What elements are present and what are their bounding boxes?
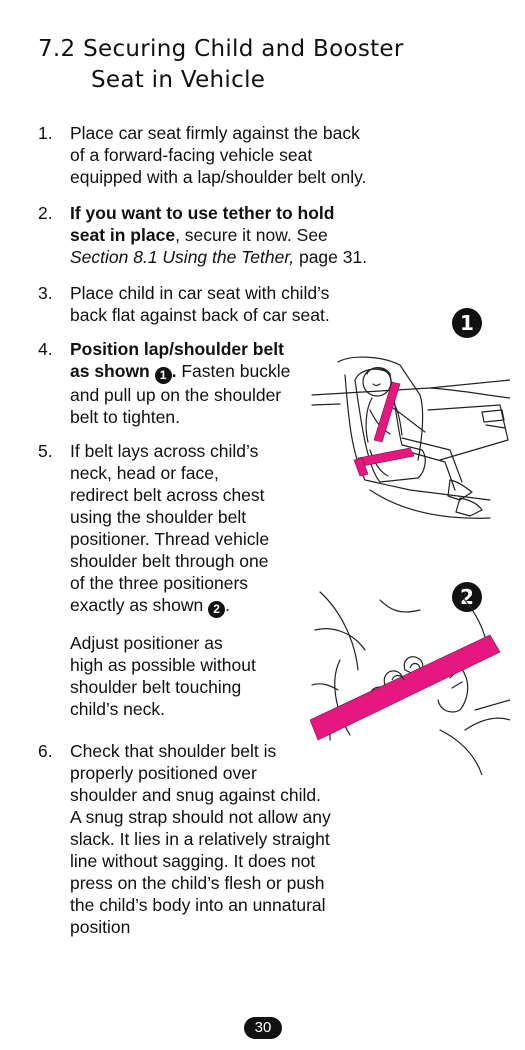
step-number: 1.: [38, 123, 53, 143]
step-number: 6.: [38, 741, 53, 761]
figure-2-marker-icon: 2: [208, 601, 225, 618]
step-line: properly positioned over: [70, 763, 257, 783]
step-number: 5.: [38, 441, 53, 461]
step-line: back flat against back of car seat.: [70, 305, 330, 325]
step-line: the child’s body into an unnatural: [70, 895, 326, 915]
step-line: Place car seat firmly against the back: [70, 123, 360, 143]
step-line: of the three positioners: [70, 573, 249, 593]
step-bold-text: .: [171, 361, 177, 381]
step-line: A snug strap should not allow any: [70, 807, 331, 827]
step-line: shoulder and snug against child.: [70, 785, 322, 805]
step-line: child’s neck.: [70, 699, 166, 719]
title-line-1: 7.2 Securing Child and Booster: [38, 36, 404, 62]
figure-1-badge-icon: 1: [452, 308, 482, 338]
step-line: using the shoulder belt: [70, 507, 247, 527]
page-number: 30: [244, 1017, 282, 1039]
step-line: equipped with a lap/shoulder belt only.: [70, 167, 367, 187]
step-number: 4.: [38, 339, 53, 359]
step-line: Check that shoulder belt is: [70, 741, 277, 761]
step-line: and pull up on the shoulder: [70, 385, 282, 405]
step-line: slack. It lies in a relatively straight: [70, 829, 330, 849]
step-text: page 31.: [294, 247, 368, 267]
step-number: 3.: [38, 283, 53, 303]
step-bold-text: If you want to use tether to hold: [70, 203, 335, 223]
step-text: , secure it now. See: [175, 225, 328, 245]
step-line: positioner. Thread vehicle: [70, 529, 270, 549]
step-line: high as possible without: [70, 655, 256, 675]
figure-2-illustration: [310, 590, 510, 775]
step-line: belt to tighten.: [70, 407, 180, 427]
step-line: press on the child’s flesh or push: [70, 873, 325, 893]
step-text: exactly as shown: [70, 595, 204, 615]
figure-1-illustration: [310, 350, 510, 535]
page-title: [38, 34, 498, 96]
step-line: neck, head or face,: [70, 463, 219, 483]
figure-2-badge-icon: 2: [452, 582, 482, 612]
section-reference: Section 8.1 Using the Tether,: [70, 247, 295, 267]
step-line: shoulder belt through one: [70, 551, 269, 571]
step-text: .: [225, 595, 231, 615]
step-line: Adjust positioner as: [70, 633, 223, 653]
step-line: If belt lays across child’s: [70, 441, 259, 461]
title-line-2: Seat in Vehicle: [91, 67, 266, 93]
step-line: line without sagging. It does not: [70, 851, 316, 871]
step-text: Fasten buckle: [176, 361, 291, 381]
step-line: of a forward-facing vehicle seat: [70, 145, 313, 165]
step-bold-text: seat in place: [70, 225, 176, 245]
step-line: Place child in car seat with child’s: [70, 283, 330, 303]
step-line: position: [70, 917, 131, 937]
step-line: redirect belt across chest: [70, 485, 265, 505]
step-line: shoulder belt touching: [70, 677, 242, 697]
step-bold-text: Position lap/shoulder belt: [70, 339, 284, 359]
step-bold-text: as shown: [70, 361, 150, 381]
figure-1-marker-icon: 1: [155, 367, 172, 384]
step-number: 2.: [38, 203, 53, 223]
